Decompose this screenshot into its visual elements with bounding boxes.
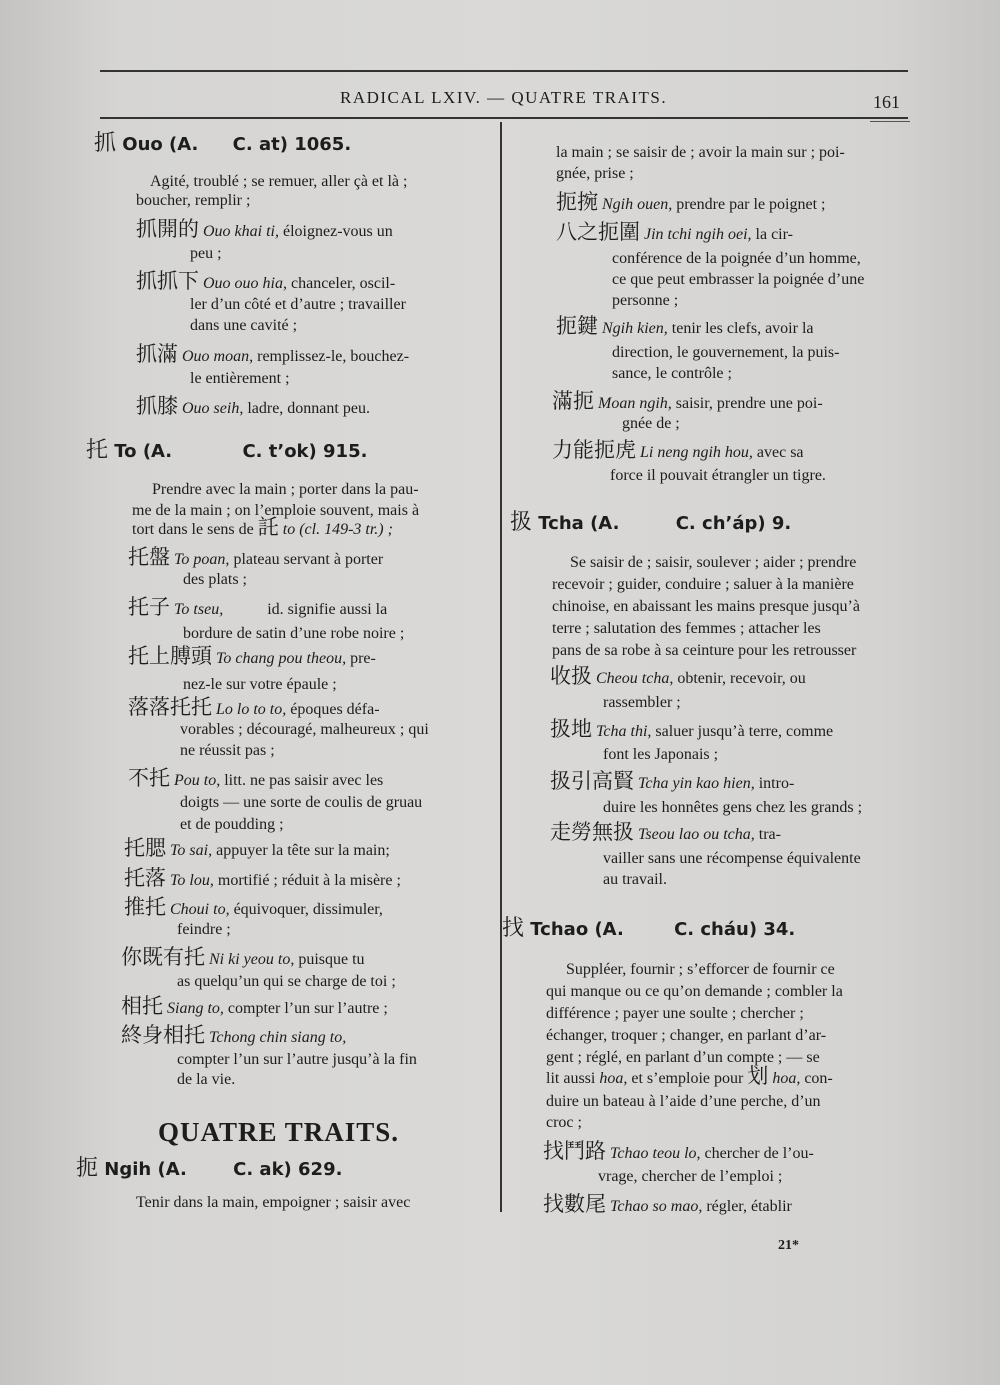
compound-entry: 推托 Choui to, équivoquer, dissimuler, <box>124 895 383 919</box>
compound-entry: 相托 Siang to, compter l’un sur l’autre ; <box>121 994 388 1018</box>
compound-continuation: conférence de la poignée d’un homme, <box>612 250 861 267</box>
compound-entry: 扱地 Tcha thi, saluer jusqu’à terre, comme <box>550 717 834 741</box>
entry-heading-tchao: 找 Tchao (A. C. cháu) 34. <box>502 916 796 941</box>
definition-line: la main ; se saisir de ; avoir la main sur ; poi- <box>556 144 845 161</box>
definition-line: boucher, remplir ; <box>136 192 251 209</box>
compound-entry: 抓開的 Ouo khai ti, éloignez-vous un <box>136 217 393 241</box>
compound-continuation: ne réussit pas ; <box>180 742 275 759</box>
compound-continuation: des plats ; <box>183 571 247 588</box>
definition-line: Agité, troublé ; se remuer, aller çà et là ; <box>150 173 408 190</box>
definition-line: chinoise, en abaissant les mains presque jusqu’à <box>552 598 860 615</box>
compound-continuation: doigts — une sorte de coulis de gruau <box>180 794 423 811</box>
compound-continuation: duire les honnêtes gens chez les grands ; <box>603 799 863 816</box>
compound-entry: 走勞無扱 Tseou lao ou tcha, tra- <box>550 820 781 844</box>
header-rule <box>100 117 908 119</box>
compound-entry: 終身相托 Tchong chin siang to, <box>121 1023 347 1047</box>
compound-entry: 托子 To tseu, id. signifie aussi la <box>128 595 388 619</box>
compound-continuation: dans une cavité ; <box>190 317 298 334</box>
compound-entry: 落落托托 Lo lo to to, époques défa- <box>128 695 380 719</box>
entry-heading-ouo: 抓 Ouo (A. C. at) 1065. <box>94 131 352 156</box>
definition-line: gnée, prise ; <box>556 165 634 182</box>
compound-continuation: gnée de ; <box>622 415 680 432</box>
definition-line: qui manque ou ce qu’on demande ; combler la <box>546 983 843 1000</box>
definition-line: recevoir ; guider, conduire ; saluer à la manière <box>552 576 854 593</box>
compound-entry: 滿扼 Moan ngih, saisir, prendre une poi- <box>552 389 823 413</box>
compound-continuation: vailler sans une récompense équivalente <box>603 850 861 867</box>
definition-line: lit aussi hoa, et s’emploie pour 划 hoa, con- <box>546 1064 833 1088</box>
compound-entry: 抓膝 Ouo seih, ladre, donnant peu. <box>136 394 370 418</box>
entry-heading-to: 托 To (A. C. t’ok) 915. <box>86 438 368 463</box>
definition-line: Prendre avec la main ; porter dans la pau- <box>152 481 419 498</box>
compound-continuation: ler d’un côté et d’autre ; travailler <box>190 296 406 313</box>
page-number: 161 <box>873 92 900 112</box>
compound-entry: 托腮 To sai, appuyer la tête sur la main; <box>124 836 390 860</box>
section-title: QUATRE TRAITS. <box>158 1117 400 1147</box>
definition-line: terre ; salutation des femmes ; attacher les <box>552 620 821 637</box>
definition-line: gent ; réglé, en parlant d’un compte ; — se <box>546 1049 820 1066</box>
compound-entry: 抓抓下 Ouo ouo hia, chanceler, oscil- <box>136 269 396 293</box>
definition-line: croc ; <box>546 1114 582 1131</box>
compound-entry: 托落 To lou, mortifié ; réduit à la misère ; <box>124 866 401 890</box>
compound-entry: 找鬥路 Tchao teou lo, chercher de l’ou- <box>543 1139 814 1163</box>
compound-entry: 抓滿 Ouo moan, remplissez-le, bouchez- <box>136 342 410 366</box>
compound-entry: 扼鍵 Ngih kien, tenir les clefs, avoir la <box>556 314 814 338</box>
compound-continuation: rassembler ; <box>603 694 681 711</box>
compound-continuation: de la vie. <box>177 1071 236 1088</box>
definition-line: pans de sa robe à sa ceinture pour les retrousser <box>552 642 857 659</box>
compound-entry: 八之扼圍 Jin tchi ngih oei, la cir- <box>556 220 793 244</box>
definition-line: différence ; payer une soulte ; chercher ; <box>546 1005 804 1022</box>
definition-line: me de la main ; on l’emploie souvent, mais à <box>132 502 420 519</box>
compound-continuation: sance, le contrôle ; <box>612 365 732 382</box>
compound-continuation: bordure de satin d’une robe noire ; <box>183 625 405 642</box>
compound-entry: 扱引高賢 Tcha yin kao hien, intro- <box>550 769 795 793</box>
header-rule-short <box>870 121 910 122</box>
compound-entry: 找數尾 Tchao so mao, régler, établir <box>543 1192 792 1216</box>
compound-continuation: force il pouvait étrangler un tigre. <box>610 467 826 484</box>
printer-signature: 21* <box>778 1238 799 1253</box>
compound-continuation: et de poudding ; <box>180 816 284 833</box>
definition-line: Suppléer, fournir ; s’efforcer de fournir ce <box>566 961 835 978</box>
definition-line: duire un bateau à l’aide d’une perche, d’un <box>546 1093 821 1110</box>
entry-heading-ngih: 扼 Ngih (A. C. ak) 629. <box>76 1156 343 1181</box>
definition-line: tort dans le sens de 託 to (cl. 149-3 tr.) ; <box>132 515 393 539</box>
compound-entry: 不托 Pou to, litt. ne pas saisir avec les <box>128 766 384 790</box>
compound-entry: 托上膊頭 To chang pou theou, pre- <box>128 644 376 668</box>
compound-entry: 收扱 Cheou tcha, obtenir, recevoir, ou <box>550 664 806 688</box>
column-divider <box>500 122 502 1212</box>
top-rule <box>100 70 908 72</box>
definition-line: Tenir dans la main, empoigner ; saisir avec <box>136 1194 411 1211</box>
definition-line: Se saisir de ; saisir, soulever ; aider ; prendre <box>570 554 857 571</box>
compound-continuation: personne ; <box>612 292 679 309</box>
compound-continuation: font les Japonais ; <box>603 746 719 763</box>
compound-continuation: ce que peut embrasser la poignée d’une <box>612 271 865 288</box>
compound-entry: 托盤 To poan, plateau servant à porter <box>128 545 384 569</box>
compound-continuation: au travail. <box>603 871 667 888</box>
compound-continuation: peu ; <box>190 245 222 262</box>
entry-heading-tcha: 扱 Tcha (A. C. ch’áp) 9. <box>510 510 792 535</box>
compound-continuation: vrage, chercher de l’emploi ; <box>598 1168 783 1185</box>
running-head: RADICAL LXIV. — QUATRE TRAITS. <box>340 88 668 107</box>
compound-continuation: nez-le sur votre épaule ; <box>183 676 337 693</box>
compound-continuation: direction, le gouvernement, la puis- <box>612 344 840 361</box>
compound-continuation: compter l’un sur l’autre jusqu’à la fin <box>177 1051 417 1068</box>
compound-entry: 扼捥 Ngih ouen, prendre par le poignet ; <box>556 190 826 214</box>
compound-continuation: vorables ; découragé, malheureux ; qui <box>180 721 429 738</box>
compound-continuation: as quelqu’un qui se charge de toi ; <box>177 973 396 990</box>
definition-line: échanger, troquer ; changer, en parlant d’ar- <box>546 1027 827 1044</box>
compound-entry: 你既有托 Ni ki yeou to, puisque tu <box>121 945 365 969</box>
compound-entry: 力能扼虎 Li neng ngih hou, avec sa <box>552 438 804 462</box>
compound-continuation: le entièrement ; <box>190 370 290 387</box>
compound-continuation: feindre ; <box>177 921 231 938</box>
